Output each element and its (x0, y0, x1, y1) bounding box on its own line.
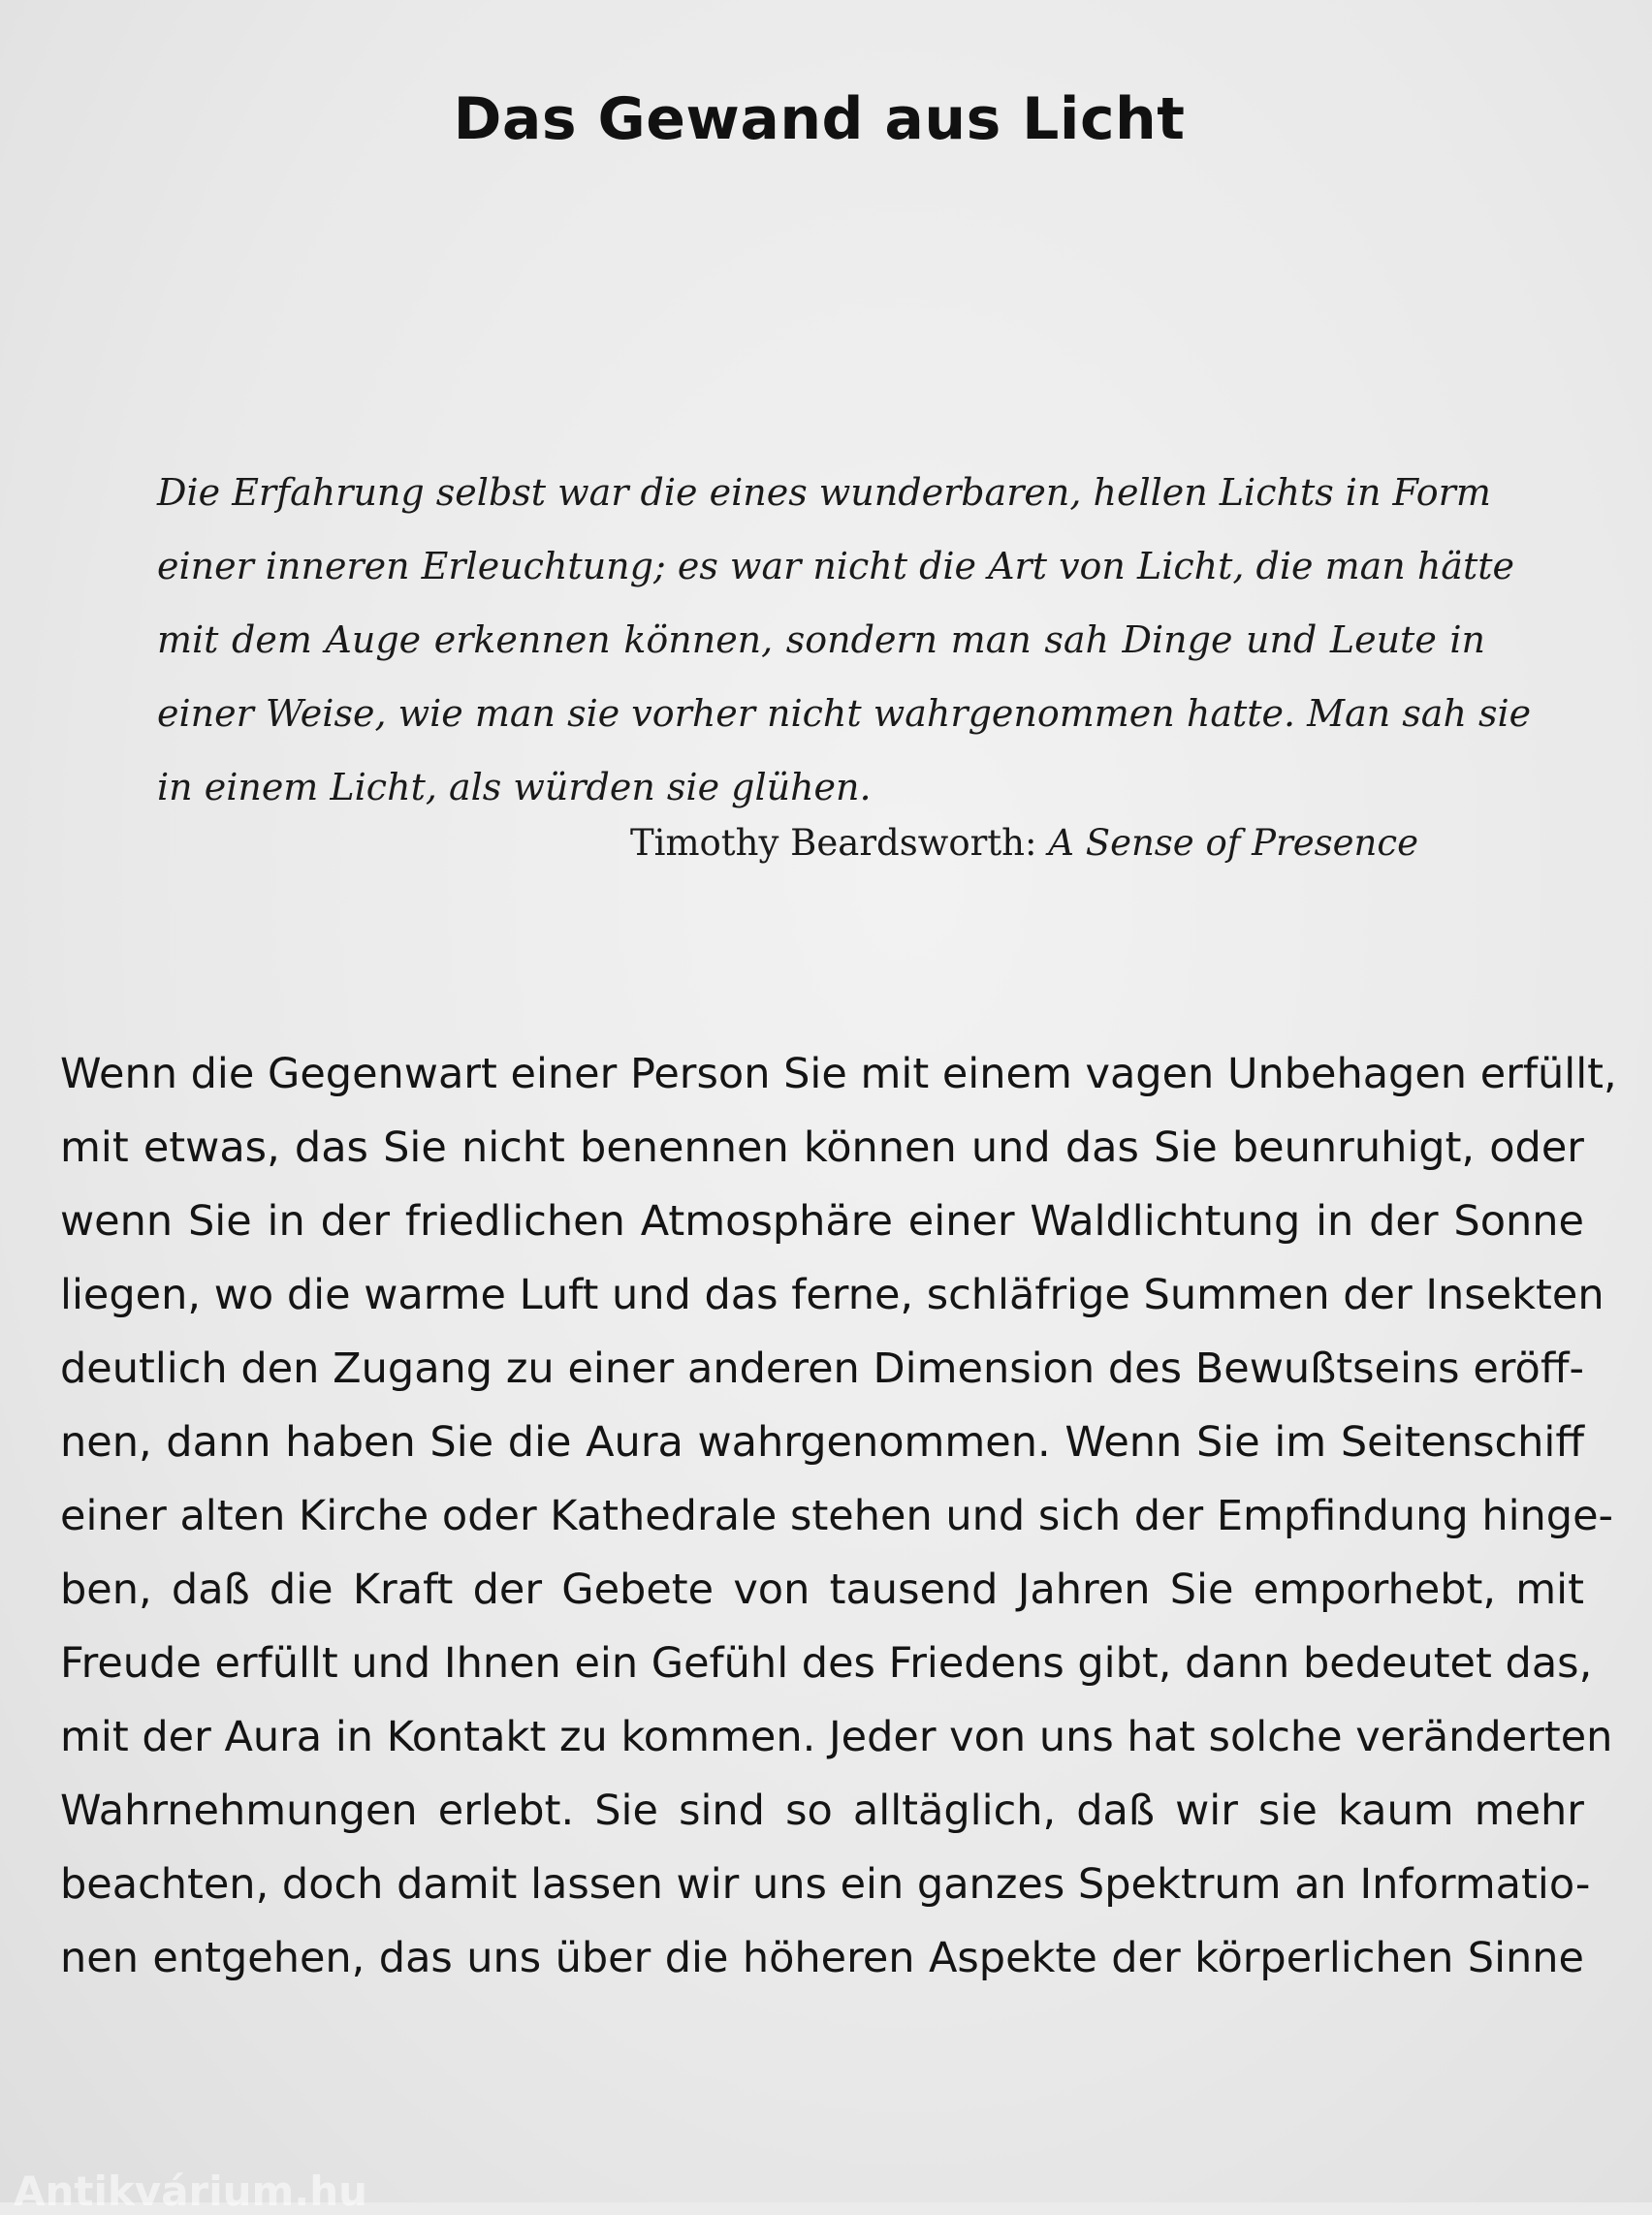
body-line: nen, dann haben Sie die Aura wahrgenommen. Wenn Sie im Seitenschiff (60, 1418, 1584, 1467)
body-line: mit der Aura in Kontakt zu kommen. Jeder von uns hat solche veränderten (60, 1713, 1613, 1761)
body-paragraph (60, 1037, 1617, 1995)
body-line: einer alten Kirche oder Kathedrale stehen und sich der Empfindung hinge- (60, 1492, 1614, 1540)
body-line: nen entgehen, das uns über die höheren Aspekte der körperlichen Sinne (60, 1934, 1584, 1982)
body-line: wenn Sie in der friedlichen Atmosphäre einer Waldlichtung in der Sonne (60, 1197, 1584, 1246)
body-line: mit etwas, das Sie nicht benennen können und das Sie beunruhigt, oder (60, 1123, 1584, 1172)
body-line: Wahrnehmungen erlebt. Sie sind so alltäglich, daß wir sie kaum mehr (60, 1787, 1584, 1835)
epigraph-line: Die Erfahrung selbst war die eines wunderbaren, hellen Lichts in Form (157, 471, 1491, 514)
body-line: ben, daß die Kraft der Gebete von tausend Jahren Sie emporhebt, mit (60, 1566, 1584, 1614)
body-line: beachten, doch damit lassen wir uns ein ganzes Spektrum an Informatio- (60, 1860, 1591, 1909)
body-line: Wenn die Gegenwart einer Person Sie mit einem vagen Unbehagen erfüllt, (60, 1050, 1617, 1098)
body-line: deutlich den Zugang zu einer anderen Dimension des Bewußtseins eröff- (60, 1345, 1584, 1393)
epigraph-line: einer Weise, wie man sie vorher nicht wahrgenommen hatte. Man sah sie (157, 692, 1532, 735)
watermark: Antikvárium.hu (14, 2168, 368, 2215)
chapter-title: Das Gewand aus Licht (453, 85, 1186, 153)
epigraph-quote (157, 456, 1532, 824)
body-line: liegen, wo die warme Luft und das ferne, schläfrige Summen der Insekten (60, 1271, 1604, 1319)
attribution-work-title: A Sense of Presence (1048, 822, 1418, 864)
epigraph-line: einer inneren Erleuchtung; es war nicht die Art von Licht, die man hätte (157, 545, 1514, 587)
attribution-author: Timothy Beardsworth: (629, 822, 1049, 864)
epigraph-line: in einem Licht, als würden sie glühen. (157, 766, 872, 808)
epigraph-attribution (630, 822, 1418, 864)
body-line: Freude erfüllt und Ihnen ein Gefühl des Friedens gibt, dann bedeutet das, (60, 1639, 1593, 1688)
epigraph-line: mit dem Auge erkennen können, sondern man sah Dinge und Leute in (157, 618, 1485, 661)
